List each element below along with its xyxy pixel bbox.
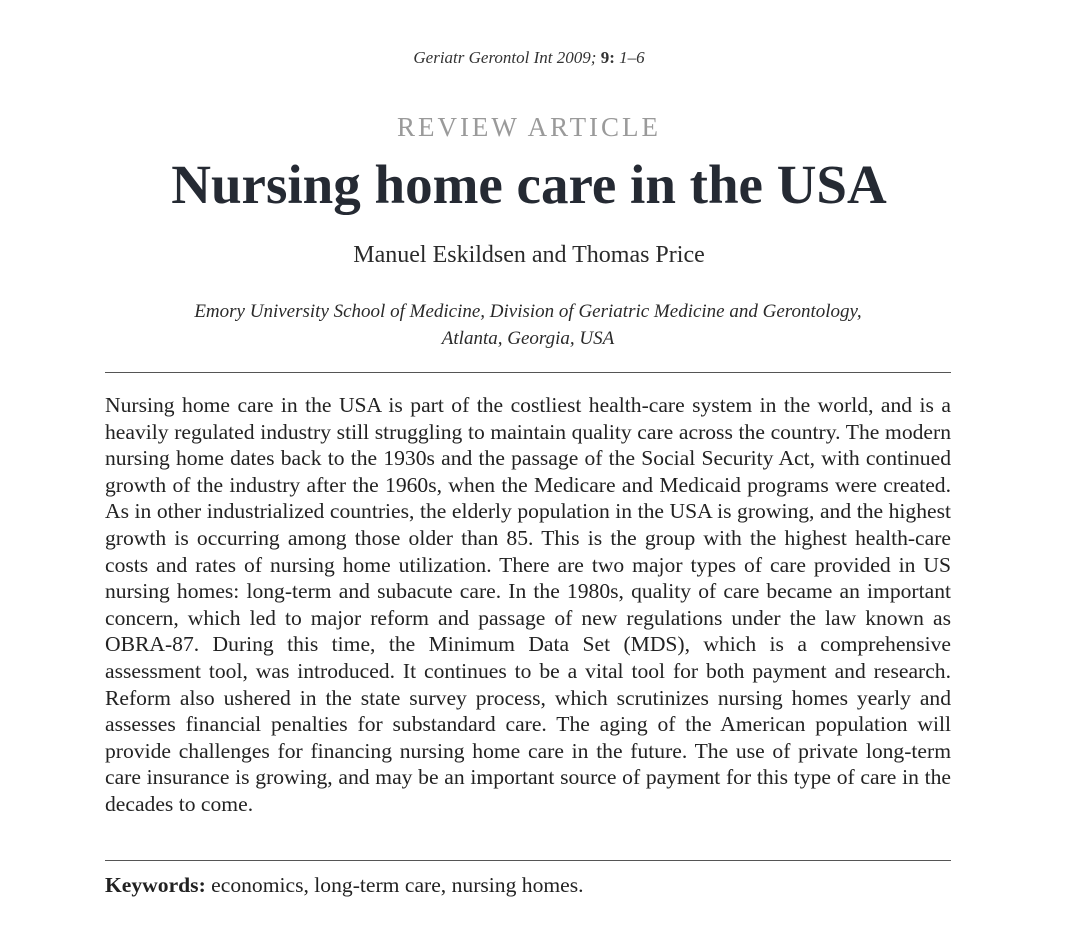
journal-citation — [0, 48, 1058, 68]
affiliation-line-2: Atlanta, Georgia, USA — [441, 328, 615, 349]
article-authors: Manuel Eskildsen and Thomas Price — [353, 242, 705, 268]
affiliation-line-1: Emory University School of Medicine, Division of Geriatric Medicine and Gerontology, — [194, 301, 862, 322]
keywords-label: Keywords: — [105, 873, 206, 897]
author-affiliation — [150, 298, 906, 352]
article-type-label: REVIEW ARTICLE — [396, 112, 662, 142]
article-title: Nursing home care in the USA — [171, 154, 887, 215]
journal-pages: 1–6 — [619, 48, 645, 67]
abstract-text: Nursing home care in the USA is part of the costliest health-care system in the world, and is a heavily regulated industry still struggling to maintain quality care across the country. The modern nursing home dates back to the 1930s and the passage of the Social Security Act, with continued growth of the industry after the 1960s, when the Medicare and Medicaid programs were created. As in other industrialized countries, the elderly population in the USA is growing, and the highest growth is occurring among those older than 85. This is the group with the highest health-care costs and rates of nursing home utilization. There are two major types of care provided in US nursing homes: long-term and subacute care. In the 1980s, quality of care became an important concern, which led to major reform and passage of new regulations under the law known as OBRA-87. During this time, the Minimum Data Set (MDS), which is a comprehensive assessment tool, was introduced. It continues to be a vital tool for both payment and research. Reform also ushered in the state survey process, which scrutinizes nursing homes yearly and assesses financial penalties for substandard care. The aging of the American population will provide challenges for financing nursing home care in the future. The use of private long-term care insurance is growing, and may be an important source of payment for this type of care in the decades to come. — [105, 393, 951, 816]
journal-name: Geriatr Gerontol Int 2009; — [413, 48, 597, 67]
abstract-bottom-divider — [105, 860, 951, 861]
abstract-top-divider — [105, 372, 951, 373]
keywords — [105, 873, 951, 898]
keywords-list: economics, long-term care, nursing homes. — [211, 873, 584, 897]
journal-volume: 9: — [600, 48, 615, 67]
